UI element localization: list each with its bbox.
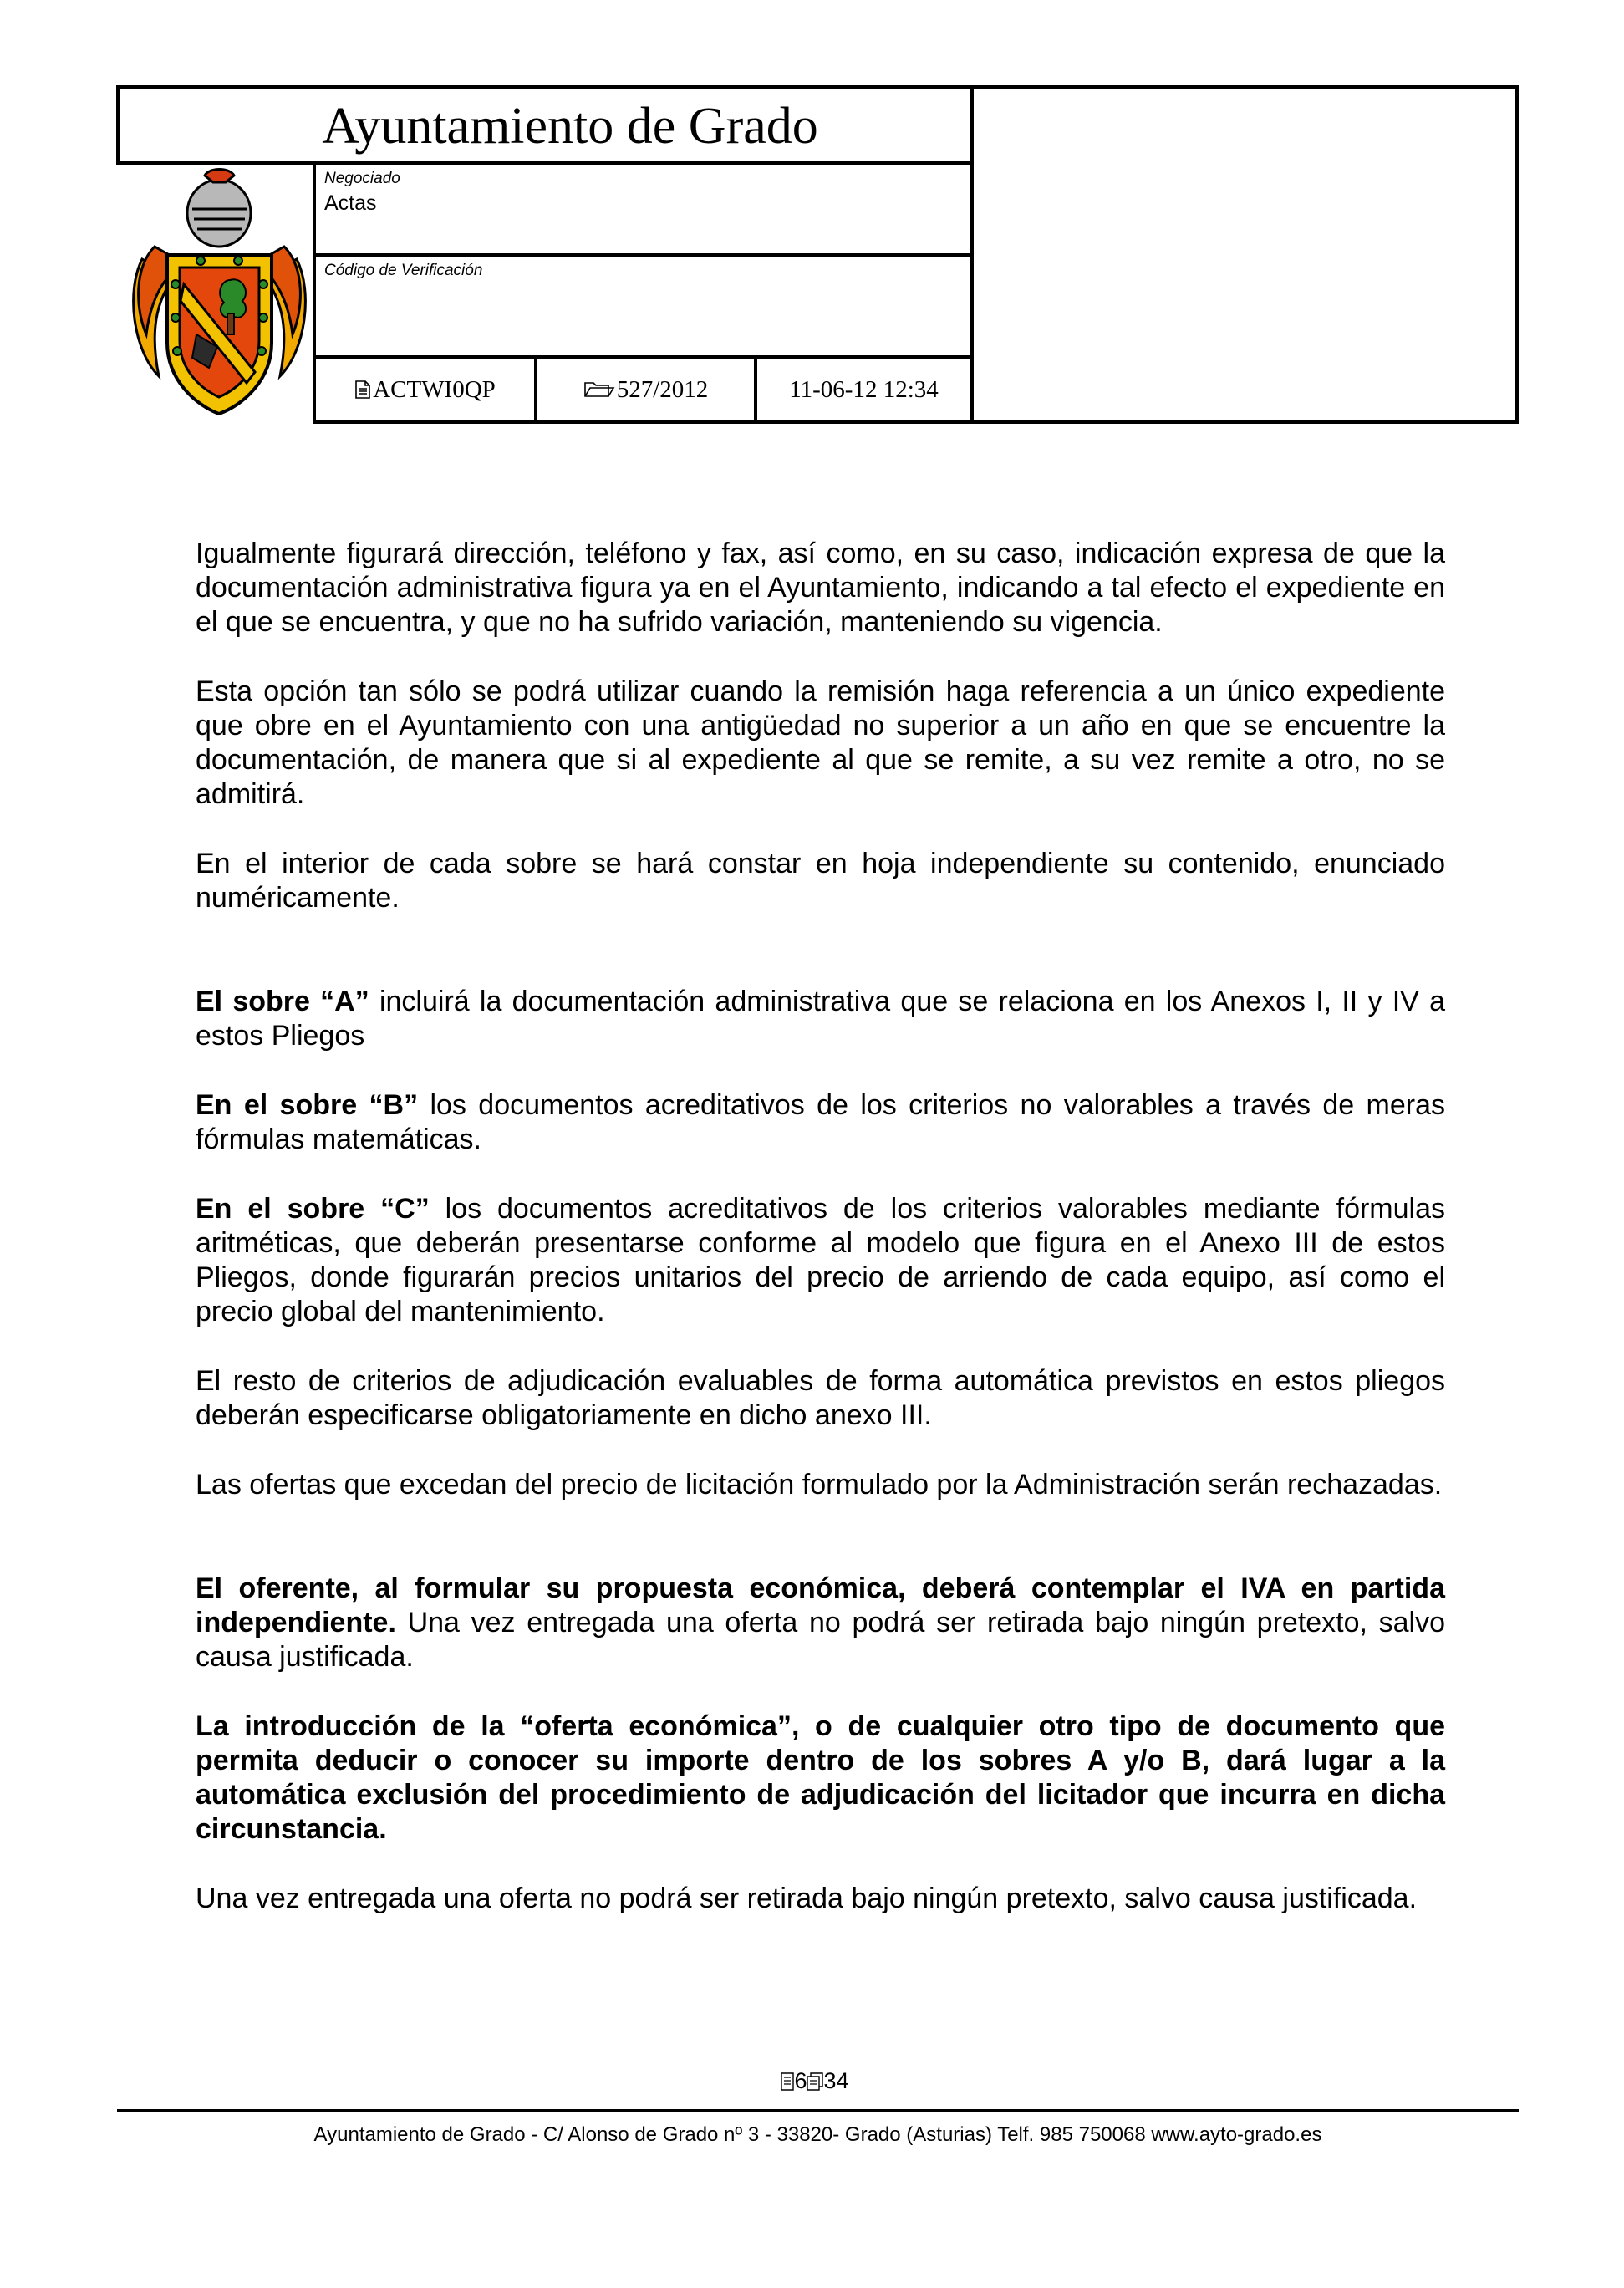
reference-row <box>313 355 974 424</box>
page-icon <box>781 2072 794 2091</box>
sobre-a-text: incluirá la documentación administrativa que se relaciona en los Anexos I, II y IV a estos Pliegos <box>196 986 1445 1052</box>
paragraph-7 <box>196 1364 1445 1433</box>
paragraph-3 <box>196 847 1445 915</box>
negociado-box <box>313 161 974 257</box>
paragraph-sobre-a <box>196 985 1445 1053</box>
paragraph-sobre-b <box>196 1088 1445 1157</box>
coat-of-arms-icon <box>125 167 313 418</box>
sobre-a-heading: El sobre “A” <box>196 986 369 1017</box>
paragraph-9 <box>196 1572 1445 1674</box>
file-ref: 527/2012 <box>616 375 709 403</box>
paragraph-9-bold: El oferente, al formular su propuesta económica, deberá contemplar el IVA en partida independiente. <box>196 1572 1445 1638</box>
negociado-value: Actas <box>324 191 377 215</box>
codigo-label: Código de Verificación <box>324 262 483 279</box>
page-total: 34 <box>823 2068 849 2093</box>
document-icon <box>354 380 371 400</box>
sobre-c-heading: En el sobre “C” <box>196 1193 430 1225</box>
paragraph-1 <box>196 537 1445 640</box>
stamp-box <box>970 85 1519 424</box>
paragraph-1-text: Igualmente figurará dirección, teléfono y fax, así como, en su caso, indicación expresa de que la documentación administrativa figura ya en el Ayuntamiento, indicando a tal efecto el expediente en el que se encuentra, y que no ha sufrido variación, manteniendo su vigencia. <box>196 538 1445 638</box>
codigo-verificacion-box <box>313 253 974 359</box>
paragraph-9-text: Una vez entregada una oferta no podrá ser retirada bajo ningún pretexto, salvo causa justificada. <box>196 1607 1445 1673</box>
page-number <box>752 2068 878 2094</box>
pages-icon <box>807 2072 823 2091</box>
datetime-cell <box>757 359 970 420</box>
folder-icon <box>583 380 615 400</box>
doc-ref-cell <box>316 359 537 420</box>
datetime: 11-06-12 12:34 <box>789 375 939 403</box>
negociado-label: Negociado <box>324 170 400 187</box>
org-title: Ayuntamiento de Grado <box>322 98 818 155</box>
sobre-c-text: los documentos acreditativos de los criterios valorables mediante fórmulas aritméticas, que deberán presentarse conforme al modelo que figura en el Anexo III de estos Pliegos, donde figurarán precios unitarios del precio de arriendo de cada equipo, así como el precio global del mantenimiento. <box>196 1193 1445 1327</box>
paragraph-2-text: Esta opción tan sólo se podrá utilizar cuando la remisión haga referencia a un único expediente que obre en el Ayuntamiento con una antigüedad no superior a un año en que se encuentre la documentación, de manera que si al expediente al que se remite, a su vez remite a otro, no se admitirá. <box>196 675 1445 810</box>
doc-ref: ACTWI0QP <box>373 375 496 403</box>
sobre-b-text: los documentos acreditativos de los criterios no valorables a través de meras fórmulas matemáticas. <box>196 1089 1446 1155</box>
file-ref-cell <box>537 359 757 420</box>
paragraph-11 <box>196 1882 1445 1916</box>
sobre-b-heading: En el sobre “B” <box>196 1089 419 1121</box>
paragraph-3-text: En el interior de cada sobre se hará constar en hoja independiente su contenido, enunciado numéricamente. <box>196 848 1445 914</box>
paragraph-7-text: El resto de criterios de adjudicación evaluables de forma automática previstos en estos pliegos deberán especificarse obligatoriamente en dicho anexo III. <box>196 1365 1445 1431</box>
title-box <box>116 85 974 165</box>
paragraph-11-text: Una vez entregada una oferta no podrá ser retirada bajo ningún pretexto, salvo causa justificada. <box>196 1883 1418 1914</box>
paragraph-sobre-c <box>196 1192 1445 1329</box>
footer-divider <box>117 2109 1519 2112</box>
footer-address: Ayuntamiento de Grado - C/ Alonso de Grado nº 3 - 33820- Grado (Asturias) Telf. 985 750068 www.ayto-grado.es <box>313 2123 1322 2146</box>
paragraph-2 <box>196 675 1445 812</box>
paragraph-10-bold: La introducción de la “oferta económica”, o de cualquier otro tipo de documento que permita deducir o conocer su importe dentro de los sobres A y/o B, dará lugar a la automática exclusión del procedimiento de adjudicación del licitador que incurra en dicha circunstancia. <box>196 1710 1445 1845</box>
paragraph-10 <box>196 1710 1445 1847</box>
paragraph-8-text: Las ofertas que excedan del precio de licitación formulado por la Administración serán rechazadas. <box>196 1469 1443 1501</box>
paragraph-8 <box>196 1468 1445 1502</box>
page-current: 6 <box>794 2068 807 2093</box>
